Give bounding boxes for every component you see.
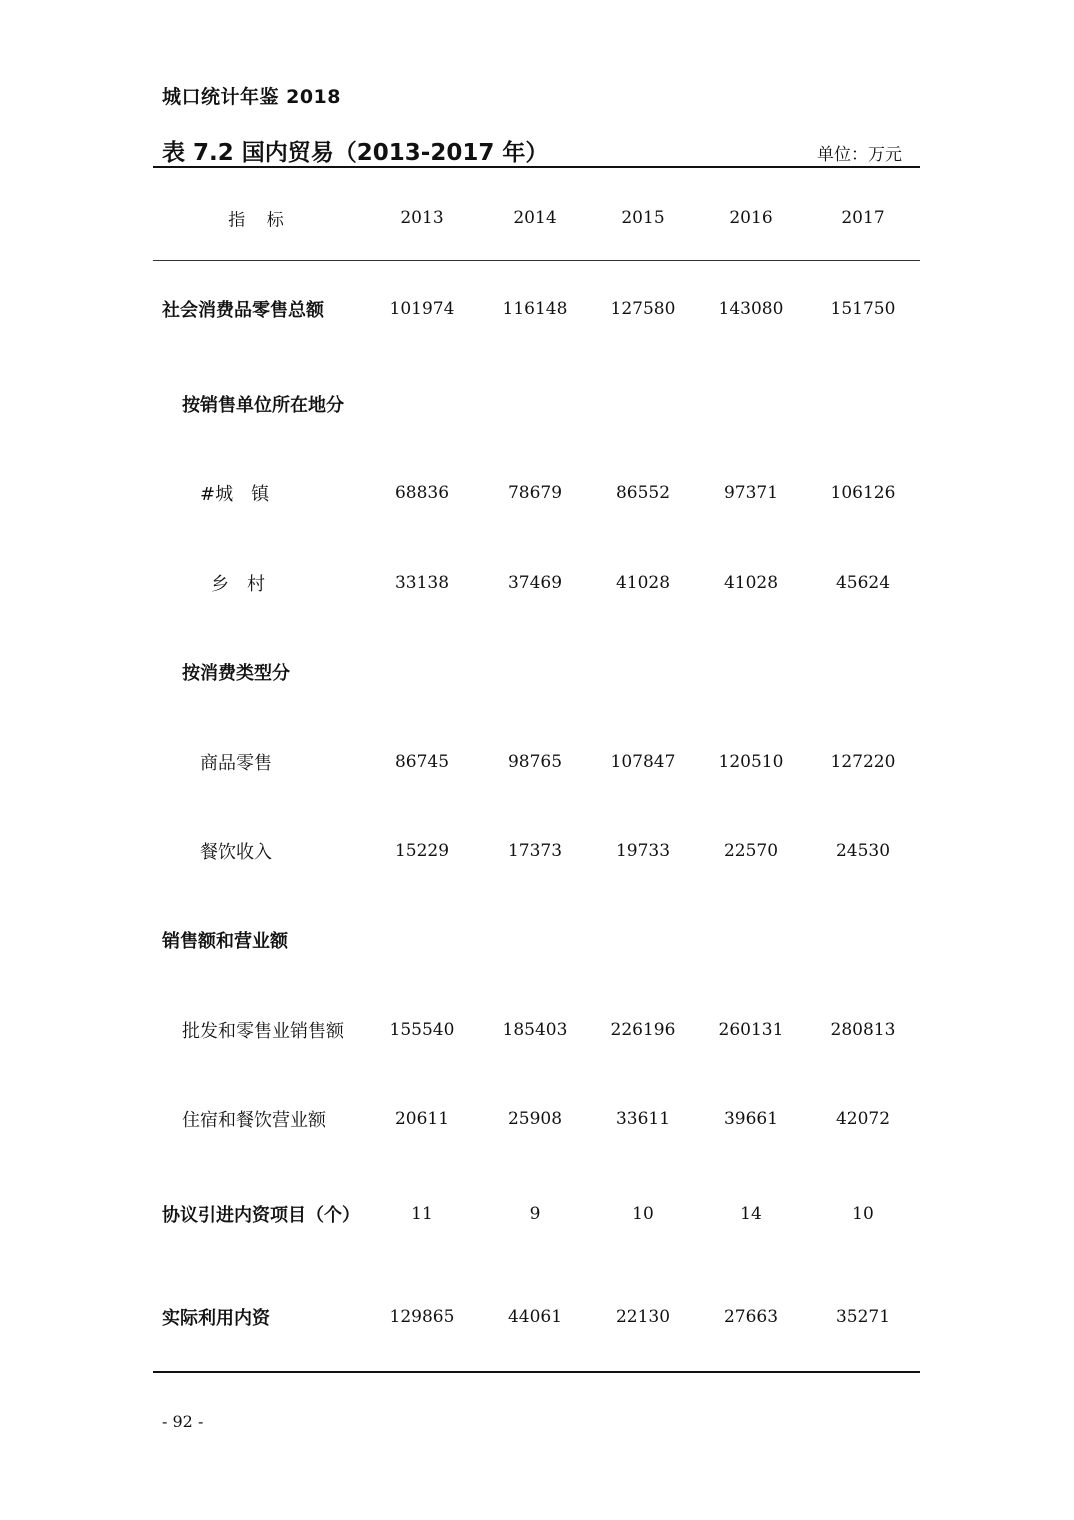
- table-cell: 10: [632, 1204, 654, 1224]
- table-cell: 127220: [830, 752, 896, 772]
- table-header-row: [153, 166, 920, 261]
- table-cell: 155540: [389, 1020, 455, 1040]
- table-cell: 9: [529, 1204, 541, 1224]
- year-header-2013: 2013: [400, 208, 444, 228]
- table-cell: 25908: [507, 1109, 563, 1129]
- table-cell: 78679: [507, 483, 563, 503]
- table-cell: 107847: [610, 752, 676, 772]
- row-label: 按销售单位所在地分: [182, 395, 344, 416]
- table-cell: 68836: [394, 483, 450, 503]
- table-cell: 11: [411, 1204, 433, 1224]
- table-cell: 86745: [394, 752, 450, 772]
- table-cell: 45624: [835, 573, 891, 593]
- table-cell: 41028: [723, 573, 779, 593]
- table-bottom-rule: [153, 1371, 920, 1373]
- indicator-header: 指 标: [228, 210, 292, 231]
- row-label: 销售额和营业额: [162, 931, 288, 952]
- table-cell: 41028: [615, 573, 671, 593]
- row-label: 实际利用内资: [162, 1308, 270, 1329]
- table-title-row: [153, 132, 920, 168]
- table-cell: 22130: [615, 1307, 671, 1327]
- table-cell: 35271: [835, 1307, 891, 1327]
- table-cell: 151750: [830, 299, 896, 319]
- table-cell: 116148: [502, 299, 568, 319]
- table-cell: 127580: [610, 299, 676, 319]
- table-cell: 24530: [835, 841, 891, 861]
- row-label: 商品零售: [200, 753, 272, 774]
- unit-label: 单位：万元: [817, 145, 902, 165]
- year-header-2016: 2016: [729, 208, 773, 228]
- row-label: 批发和零售业销售额: [182, 1021, 344, 1042]
- table-cell: 19733: [615, 841, 671, 861]
- table-cell: 37469: [507, 573, 563, 593]
- row-label: #城 镇: [200, 484, 270, 505]
- running-header: 城口统计年鉴 2018: [162, 86, 341, 108]
- row-label: 乡 村: [211, 574, 265, 595]
- table-cell: 97371: [723, 483, 779, 503]
- table-cell: 185403: [502, 1020, 568, 1040]
- year-header-2014: 2014: [513, 208, 557, 228]
- table-cell: 20611: [394, 1109, 450, 1129]
- table-cell: 27663: [723, 1307, 779, 1327]
- table-cell: 14: [740, 1204, 762, 1224]
- table-cell: 86552: [615, 483, 671, 503]
- row-label: 住宿和餐饮营业额: [182, 1110, 326, 1131]
- table-title: 表 7.2 国内贸易（2013-2017 年）: [162, 140, 549, 166]
- table-cell: 17373: [507, 841, 563, 861]
- table-cell: 143080: [718, 299, 784, 319]
- table-cell: 120510: [718, 752, 784, 772]
- table-cell: 280813: [830, 1020, 896, 1040]
- row-label: 按消费类型分: [182, 663, 290, 684]
- row-label: 餐饮收入: [200, 842, 272, 863]
- table-cell: 101974: [389, 299, 455, 319]
- table-cell: 44061: [507, 1307, 563, 1327]
- table-cell: 39661: [723, 1109, 779, 1129]
- table-cell: 22570: [723, 841, 779, 861]
- table-cell: 106126: [830, 483, 896, 503]
- table-cell: 42072: [835, 1109, 891, 1129]
- table-cell: 33611: [615, 1109, 671, 1129]
- table-cell: 33138: [394, 573, 450, 593]
- table-cell: 129865: [389, 1307, 455, 1327]
- year-header-2015: 2015: [621, 208, 665, 228]
- table-cell: 260131: [718, 1020, 784, 1040]
- year-header-2017: 2017: [841, 208, 885, 228]
- table-cell: 15229: [394, 841, 450, 861]
- row-label: 协议引进内资项目（个）: [162, 1205, 360, 1226]
- row-label: 社会消费品零售总额: [162, 300, 324, 321]
- table-cell: 98765: [507, 752, 563, 772]
- table-cell: 10: [852, 1204, 874, 1224]
- page-number: - 92 -: [162, 1412, 204, 1431]
- table-cell: 226196: [610, 1020, 676, 1040]
